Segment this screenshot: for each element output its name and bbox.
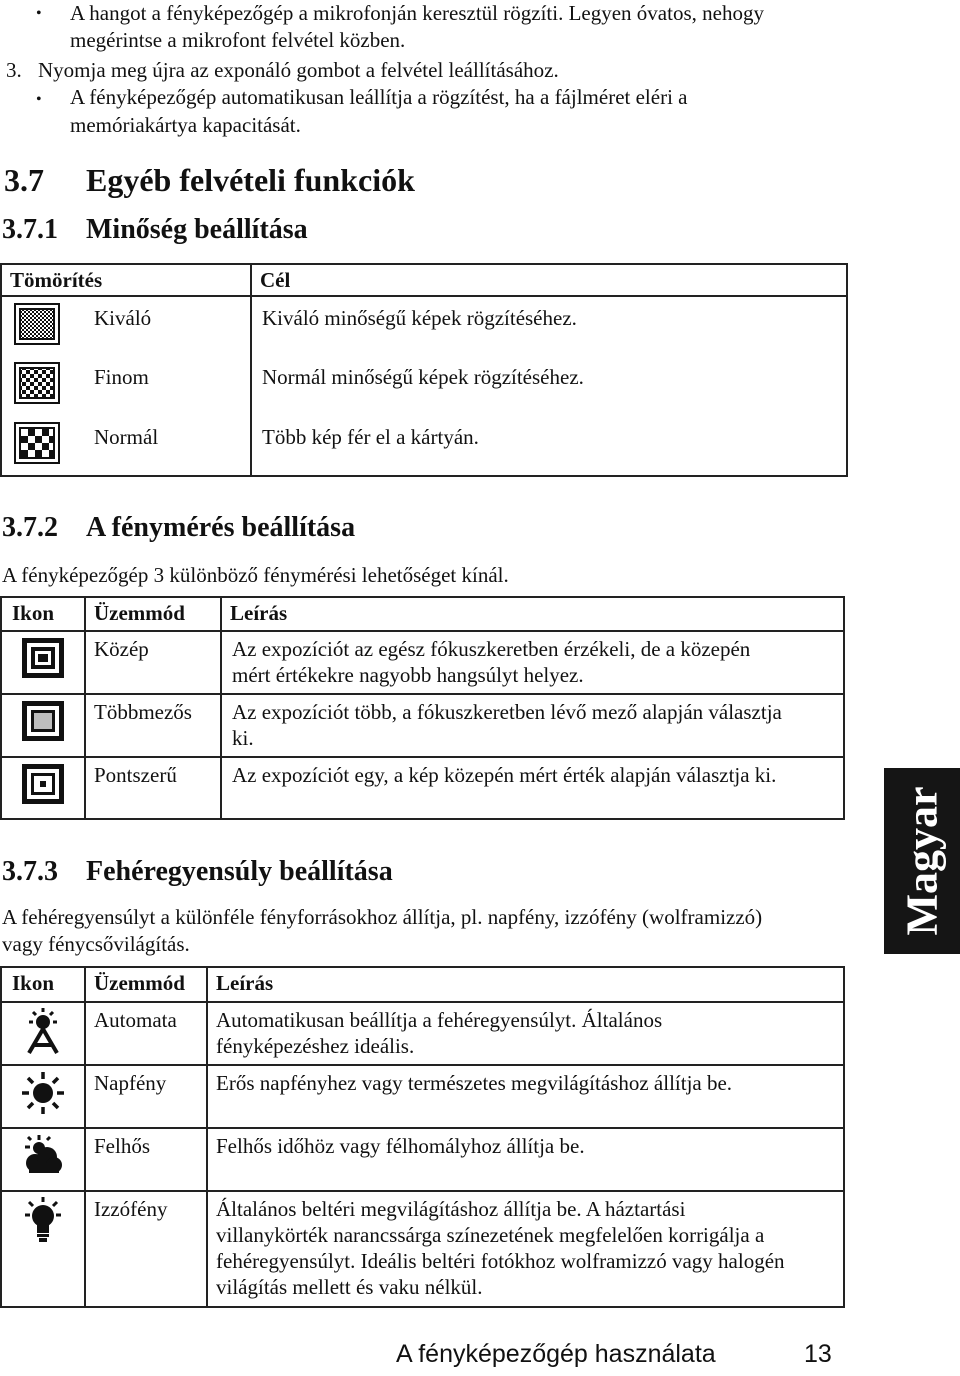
metering-desc-line: ki.: [232, 726, 254, 750]
bullet-2-line-2: memóriakártya kapacitását.: [70, 113, 301, 137]
language-label: Magyar: [897, 786, 947, 936]
auto-wb-icon: [2, 1007, 84, 1055]
table-row: [1, 1002, 844, 1065]
step-3-text: Nyomja meg újra az exponáló gombot a felvétel leállításához.: [38, 58, 559, 82]
table-row: [1, 757, 844, 819]
wb-number: 3.7.3: [2, 856, 58, 887]
medium-checker-icon: [14, 362, 60, 410]
metering-desc-line: mért értékekre nagyobb hangsúlyt helyez.: [232, 663, 584, 687]
metering-desc-line: Az expozíciót több, a fókuszkeretben lévő mező alapján választja: [232, 700, 782, 724]
wb-desc-line: Általános beltéri megvilágításhoz állítja be. A háztartási: [216, 1197, 686, 1221]
quality-desc: Kiváló minőségű képek rögzítéséhez.: [251, 296, 847, 356]
table-row: [1, 631, 844, 694]
quality-label: Kiváló: [94, 306, 152, 330]
table-row: [1, 356, 847, 416]
table-row: [1, 1191, 844, 1307]
wb-header-icon: Ikon: [1, 967, 85, 1002]
coarse-checker-icon: [14, 422, 60, 470]
bullet-1-line-2: megérintse a mikrofont felvétel közben.: [70, 28, 406, 52]
wb-header-desc: Leírás: [207, 967, 844, 1002]
section-number: 3.7: [4, 162, 44, 198]
wb-desc-line: Felhős időhöz vagy félhomályhoz állítja be.: [216, 1134, 585, 1158]
table-row: [1, 296, 847, 356]
bulb-icon: [2, 1196, 84, 1244]
wb-intro-line-1: A fehéregyensúlyt a különféle fényforrásokhoz állítja, pl. napfény, izzófény (wolframizzó): [2, 905, 763, 929]
wb-desc-line: fehéregyensúlyt. Ideális beltéri fotókhoz wolframizzó vagy halogén: [216, 1249, 785, 1273]
fine-checker-icon: [14, 303, 60, 351]
quality-header-purpose: Cél: [251, 264, 847, 296]
wb-desc-line: villanykörték narancssárga színezetének megfelelően korrigálja a: [216, 1223, 765, 1247]
metering-mode: Pontszerű: [85, 757, 221, 819]
multi-metering-icon: [2, 699, 84, 743]
sun-icon: [2, 1070, 84, 1116]
language-side-tab: [884, 768, 960, 954]
wb-desc-line: Erős napfényhez vagy természetes megvilágításhoz állítja be.: [216, 1071, 733, 1095]
quality-label: Finom: [94, 365, 149, 389]
step-number: 3.: [6, 58, 22, 82]
wb-mode: Izzófény: [85, 1191, 207, 1307]
wb-table: [0, 966, 845, 1308]
metering-title: A fénymérés beállítása: [86, 512, 356, 543]
wb-mode: Napfény: [85, 1065, 207, 1128]
quality-desc: Több kép fér el a kártyán.: [251, 416, 847, 476]
wb-header-mode: Üzemmód: [85, 967, 207, 1002]
metering-header-desc: Leírás: [221, 597, 844, 631]
quality-number: 3.7.1: [2, 214, 58, 245]
metering-intro: A fényképezőgép 3 különböző fénymérési lehetőséget kínál.: [2, 563, 509, 587]
bullet-1-line-1: A hangot a fényképezőgép a mikrofonján keresztül rögzíti. Legyen óvatos, nehogy: [70, 1, 764, 25]
table-row: [1, 1128, 844, 1191]
quality-desc: Normál minőségű képek rögzítéséhez.: [251, 356, 847, 416]
quality-table: [0, 263, 848, 477]
quality-label: Normál: [94, 425, 159, 449]
wb-desc-line: világítás mellett és vaku nélkül.: [216, 1275, 483, 1299]
metering-header-icon: Ikon: [1, 597, 85, 631]
metering-mode: Közép: [85, 631, 221, 694]
bullet-2-line-1: A fényképezőgép automatikusan leállítja a rögzítést, ha a fájlméret eléri a: [70, 85, 688, 109]
metering-number: 3.7.2: [2, 512, 58, 543]
quality-title: Minőség beállítása: [86, 214, 308, 245]
cloud-icon: [2, 1133, 84, 1179]
table-row: [1, 694, 844, 757]
table-row: [1, 1065, 844, 1128]
wb-mode: Automata: [85, 1002, 207, 1065]
wb-desc-line: Automatikusan beállítja a fehéregyensúlyt. Általános: [216, 1008, 663, 1032]
metering-desc-line: Az expozíciót egy, a kép közepén mért érték alapján választja ki.: [232, 763, 777, 787]
footer-title: A fényképezőgép használata: [396, 1340, 716, 1368]
metering-table: [0, 596, 845, 820]
wb-mode: Felhős: [85, 1128, 207, 1191]
quality-header-compression: Tömörítés: [1, 264, 251, 296]
wb-title: Fehéregyensúly beállítása: [86, 856, 393, 887]
page-number: 13: [804, 1340, 832, 1368]
wb-desc-line: fényképezéshez ideális.: [216, 1034, 415, 1058]
metering-mode: Többmezős: [85, 694, 221, 757]
section-title: Egyéb felvételi funkciók: [86, 162, 415, 198]
table-row: [1, 416, 847, 476]
metering-header-mode: Üzemmód: [85, 597, 221, 631]
wb-intro-line-2: vagy fénycsővilágítás.: [2, 932, 190, 956]
metering-desc-line: Az expozíciót az egész fókuszkeretben érzékeli, de a közepén: [232, 637, 751, 661]
spot-metering-icon: [2, 762, 84, 806]
center-metering-icon: [2, 636, 84, 680]
